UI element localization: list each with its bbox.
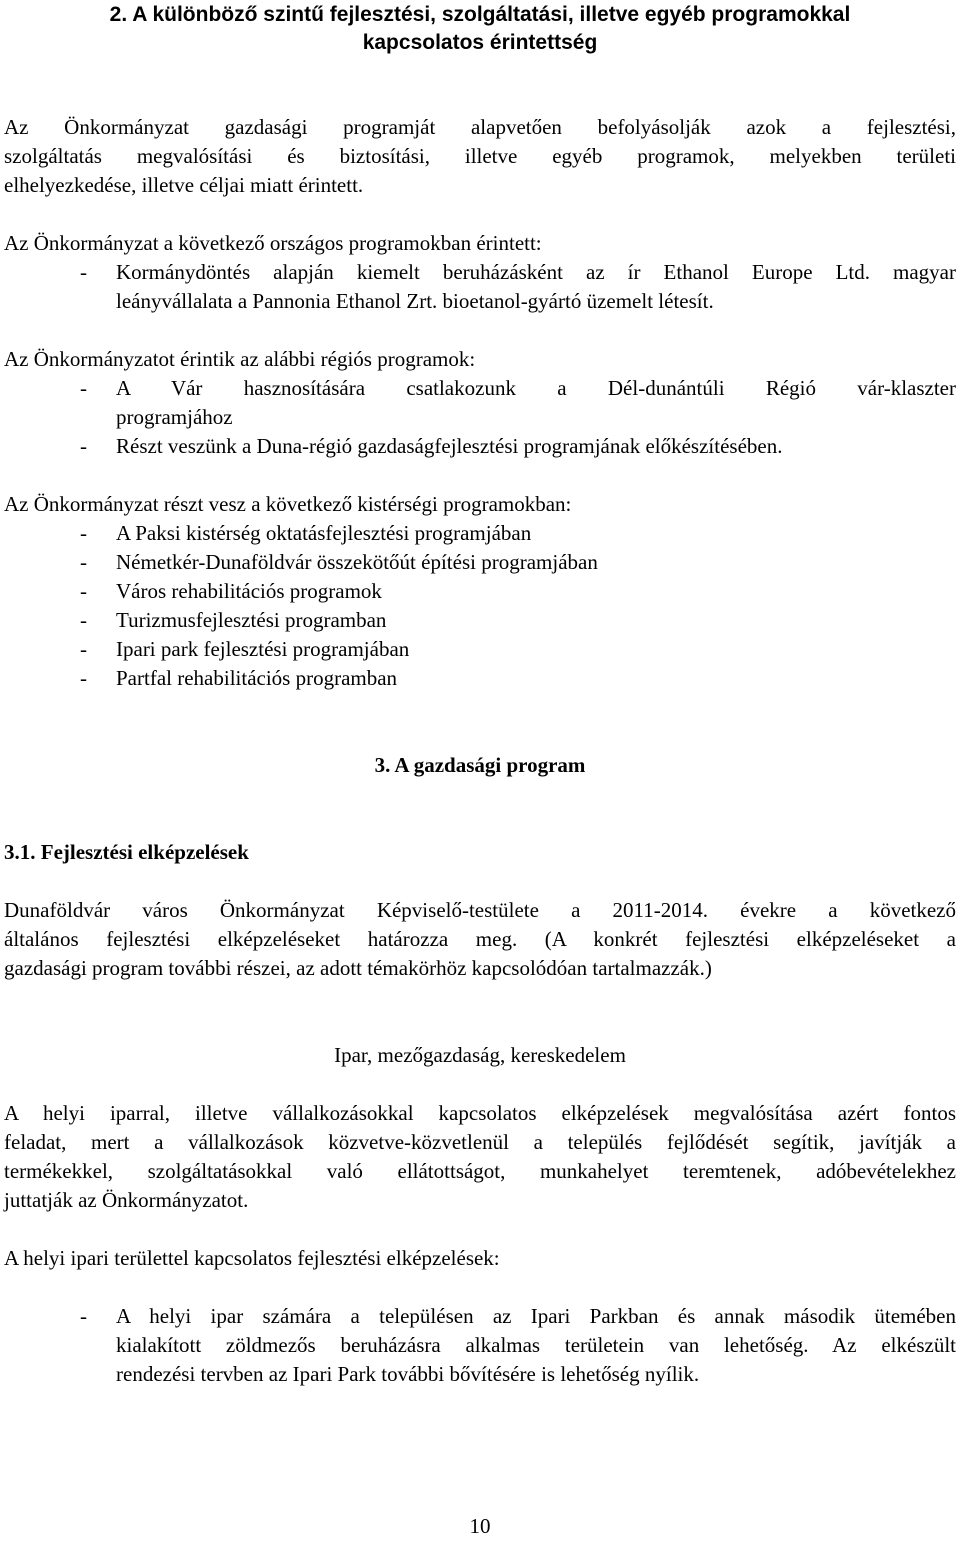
page-number: 10 xyxy=(469,1514,491,1538)
national-item-1-line-2: leányvállalata a Pannonia Ethanol Zrt. bioetanol-gyártó üzemelt létesít. xyxy=(116,289,714,313)
regional-item-1-line-1: A Vár hasznosítására csatlakozunk a Dél-dunántúli Régió vár-klaszter xyxy=(116,376,956,400)
list-dash: - xyxy=(80,608,87,632)
subregional-item: Ipari park fejlesztési programjában xyxy=(116,637,410,661)
list-dash: - xyxy=(80,1304,87,1328)
industrial-item-line-3: rendezési tervben az Ipari Park további bővítésére is lehetőség nyílik. xyxy=(116,1362,700,1386)
subregional-programs-heading: Az Önkormányzat részt vesz a következő kistérségi programokban: xyxy=(4,492,572,516)
list-dash: - xyxy=(80,550,87,574)
para1-line-3: gazdasági program további részei, az adott témakörhöz kapcsolódóan tartalmazzák.) xyxy=(4,956,712,980)
national-programs-heading: Az Önkormányzat a következő országos programokban érintett: xyxy=(4,231,542,255)
subregional-item: Németkér-Dunaföldvár összekötőút építési programjában xyxy=(116,550,598,574)
list-dash: - xyxy=(80,376,87,400)
section-3-1-title: 3.1. Fejlesztési elképzelések xyxy=(4,840,249,864)
regional-programs-heading: Az Önkormányzatot érintik az alábbi régiós programok: xyxy=(4,347,476,371)
regional-item-2: Részt veszünk a Duna-régió gazdaságfejlesztési programjának előkészítésében. xyxy=(116,434,783,458)
section-2-title-line-2: kapcsolatos érintettség xyxy=(362,31,598,54)
para3: A helyi ipari területtel kapcsolatos fejlesztési elképzelések: xyxy=(4,1246,500,1270)
list-dash: - xyxy=(80,637,87,661)
intro-line-2: szolgáltatás megvalósítási és biztosítási, illetve egyéb programok, melyekben területi xyxy=(4,144,956,168)
topic-title: Ipar, mezőgazdaság, kereskedelem xyxy=(334,1043,626,1067)
para1-line-1: Dunaföldvár város Önkormányzat Képviselő-testülete a 2011-2014. évekre a következő xyxy=(4,898,956,922)
industrial-item-line-2: kialakított zöldmezős beruházásra alkalmas területein van lehetőség. Az elkészült xyxy=(116,1333,956,1357)
list-dash: - xyxy=(80,434,87,458)
subregional-item: Partfal rehabilitációs programban xyxy=(116,666,398,690)
national-item-1-line-1: Kormánydöntés alapján kiemelt beruházásként az ír Ethanol Europe Ltd. magyar xyxy=(116,260,956,284)
list-dash: - xyxy=(80,666,87,690)
list-dash: - xyxy=(80,579,87,603)
para2-line-2: feladat, mert a vállalkozások közvetve-közvetlenül a település fejlődését segítik, javítják a xyxy=(4,1130,956,1154)
subregional-item: A Paksi kistérség oktatásfejlesztési programjában xyxy=(116,521,532,545)
section-3-title: 3. A gazdasági program xyxy=(374,753,586,777)
list-dash: - xyxy=(80,260,87,284)
para1-line-2: általános fejlesztési elképzeléseket határozza meg. (A konkrét fejlesztési elképzeléseket a xyxy=(4,927,956,951)
para2-line-4: juttatják az Önkormányzatot. xyxy=(4,1188,249,1212)
para2-line-1: A helyi iparral, illetve vállalkozásokkal kapcsolatos elképzelések megvalósítása azért fontos xyxy=(4,1101,956,1125)
industrial-item-line-1: A helyi ipar számára a településen az Ipari Parkban és annak második ütemében xyxy=(116,1304,956,1328)
intro-line-3: elhelyezkedése, illetve céljai miatt érintett. xyxy=(4,173,364,197)
para2-line-3: termékekkel, szolgáltatásokkal való ellátottságot, munkahelyet teremtenek, adóbevételekhez xyxy=(4,1159,956,1183)
regional-item-1-line-2: programjához xyxy=(116,405,233,429)
subregional-item: Turizmusfejlesztési programban xyxy=(116,608,387,632)
section-2-title-line-1: 2. A különböző szintű fejlesztési, szolgáltatási, illetve egyéb programokkal xyxy=(109,3,851,26)
subregional-item: Város rehabilitációs programok xyxy=(116,579,382,603)
intro-line-1: Az Önkormányzat gazdasági programját alapvetően befolyásolják azok a fejlesztési, xyxy=(4,115,956,139)
list-dash: - xyxy=(80,521,87,545)
